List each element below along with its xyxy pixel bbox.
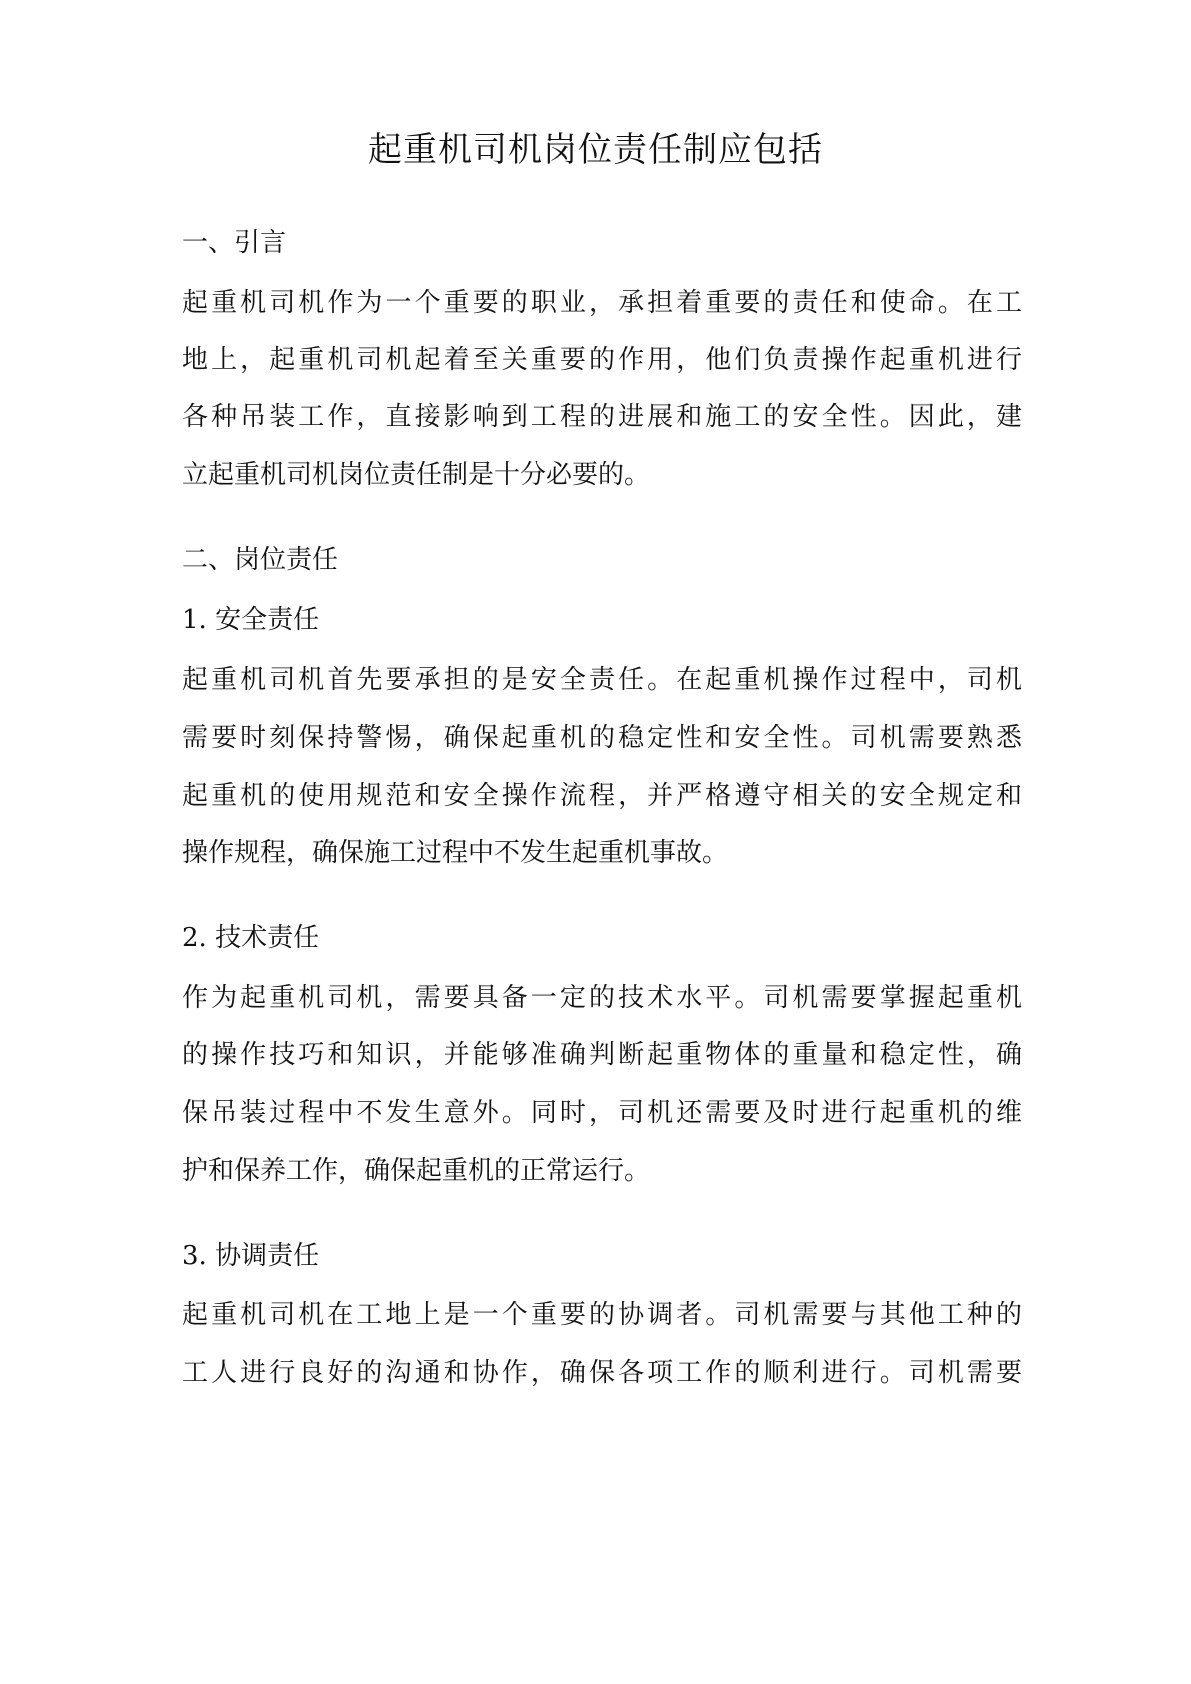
- paragraph-line: 起重机司机在工地上是一个重要的协调者。司机需要与其他工种的: [182, 1300, 1022, 1330]
- paragraph-line: 起重机的使用规范和安全操作流程，并严格遵守相关的安全规定和: [182, 781, 1022, 811]
- section-heading-duties: 二、岗位责任: [182, 545, 339, 575]
- paragraph-line: 的操作技巧和知识，并能够准确判断起重物体的重量和稳定性，确: [182, 1040, 1022, 1070]
- document-title: 起重机司机岗位责任制应包括: [368, 130, 823, 170]
- paragraph-line: 需要时刻保持警惕，确保起重机的稳定性和安全性。司机需要熟悉: [182, 723, 1022, 753]
- paragraph-line: 起重机司机作为一个重要的职业，承担着重要的责任和使命。在工: [182, 288, 1022, 318]
- paragraph-line: 护和保养工作，确保起重机的正常运行。: [182, 1156, 651, 1186]
- paragraph-line: 起重机司机首先要承担的是安全责任。在起重机操作过程中，司机: [182, 665, 1022, 695]
- paragraph-line: 保吊装过程中不发生意外。同时，司机还需要及时进行起重机的维: [182, 1098, 1022, 1128]
- subsection-heading-coordination: 3. 协调责任: [182, 1241, 320, 1271]
- section-heading-intro: 一、引言: [182, 228, 287, 258]
- subsection-heading-technical: 2. 技术责任: [182, 923, 320, 953]
- paragraph-line: 工人进行良好的沟通和协作，确保各项工作的顺利进行。司机需要: [182, 1358, 1022, 1388]
- paragraph-line: 地上，起重机司机起着至关重要的作用，他们负责操作起重机进行: [182, 345, 1022, 375]
- subsection-heading-safety: 1. 安全责任: [182, 605, 320, 635]
- paragraph-line: 作为起重机司机，需要具备一定的技术水平。司机需要掌握起重机: [182, 983, 1022, 1013]
- paragraph-line: 操作规程，确保施工过程中不发生起重机事故。: [182, 838, 729, 868]
- paragraph-line: 各种吊装工作，直接影响到工程的进展和施工的安全性。因此，建: [182, 402, 1022, 432]
- paragraph-line: 立起重机司机岗位责任制是十分必要的。: [182, 460, 651, 490]
